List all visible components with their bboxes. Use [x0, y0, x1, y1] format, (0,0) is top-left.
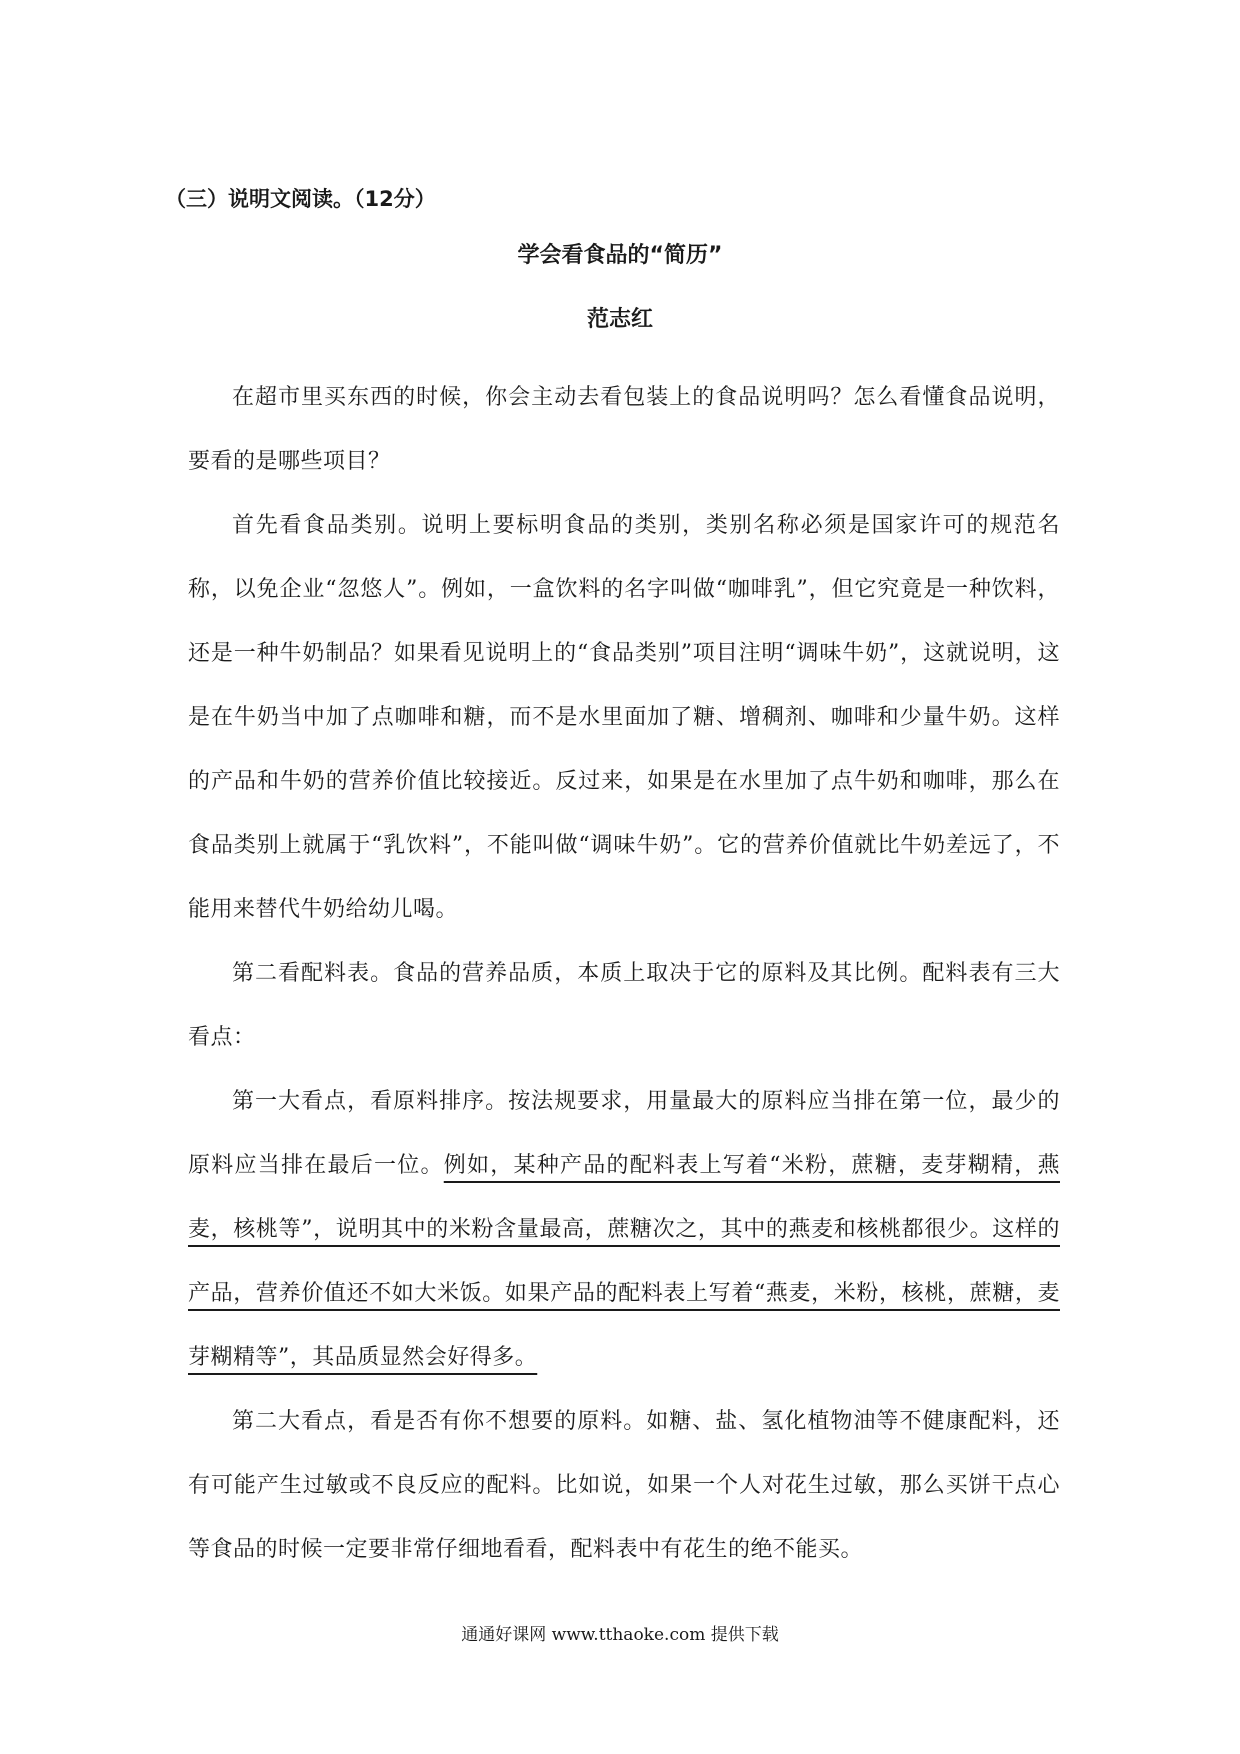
page-footer: 通通好课网 www.tthaoke.com 提供下载	[461, 1625, 779, 1645]
paragraph-ingredient-order	[188, 1070, 1060, 1390]
paragraph-ingredient-order-text: 第一大看点，看原料排序。按法规要求，用量最大的原料应当排在第一位，最少的原料应当排在最后一位。	[188, 1089, 1060, 1178]
paragraph-intro: 在超市里买东西的时候，你会主动去看包装上的食品说明吗？怎么看懂食品说明，要看的是哪些项目？	[188, 385, 1060, 474]
article-body	[188, 366, 1060, 1582]
article-author: 范志红	[586, 307, 653, 332]
section-heading: （三）说明文阅读。（12分）	[165, 187, 436, 211]
paragraph-food-category: 首先看食品类别。说明上要标明食品的类别，类别名称必须是国家许可的规范名称，以免企业“忽悠人”。例如，一盒饮料的名字叫做“咖啡乳”，但它究竟是一种饮料，还是一种牛奶制品？如果看见说明上的“食品类别”项目注明“调味牛奶”，这就说明，这是在牛奶当中加了点咖啡和糖，而不是水里面加了糖、增稠剂、咖啡和少量牛奶。这样的产品和牛奶的营养价值比较接近。反过来，如果是在水里加了点牛奶和咖啡，那么在食品类别上就属于“乳饮料”，不能叫做“调味牛奶”。它的营养价值就比牛奶差远了，不能用来替代牛奶给幼儿喝。	[188, 513, 1060, 922]
underlined-example-text: 例如，某种产品的配料表上写着“米粉，蔗糖，麦芽糊精，燕麦，核桃等”，说明其中的米粉含量最高，蔗糖次之，其中的燕麦和核桃都很少。这样的产品，营养价值还不如大米饭。如果产品的配料表上写着“燕麦，米粉，核桃，蔗糖，麦芽糊精等”，其品质显然会好得多。	[188, 1153, 1060, 1370]
paragraph-ingredient-list: 第二看配料表。食品的营养品质，本质上取决于它的原料及其比例。配料表有三大看点：	[188, 961, 1060, 1050]
paragraph-unwanted-ingredients: 第二大看点，看是否有你不想要的原料。如糖、盐、氢化植物油等不健康配料，还有可能产生过敏或不良反应的配料。比如说，如果一个人对花生过敏，那么买饼干点心等食品的时候一定要非常仔细地看看，配料表中有花生的绝不能买。	[188, 1409, 1060, 1562]
article-title: 学会看食品的“简历”	[517, 243, 723, 268]
